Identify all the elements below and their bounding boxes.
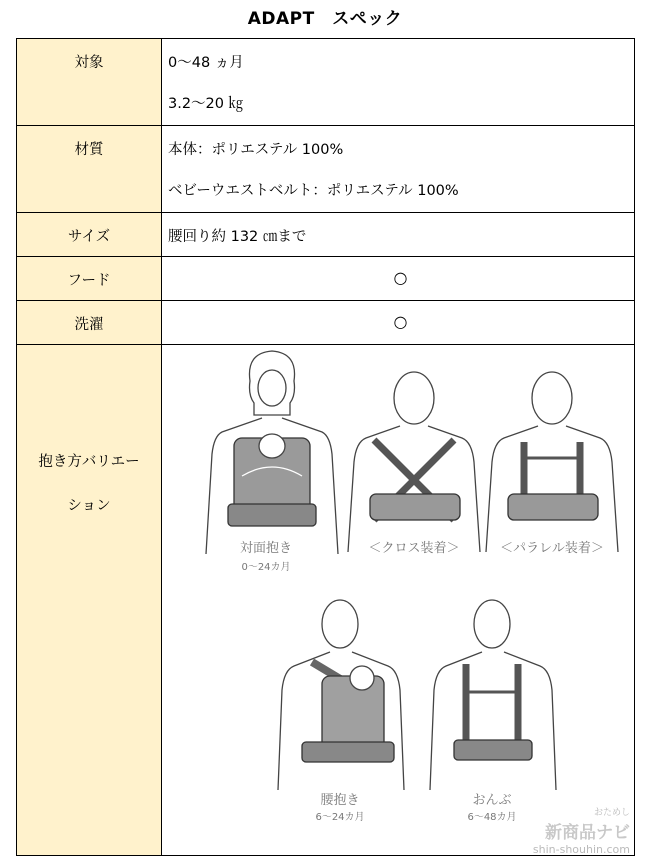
circle-mark: ○ bbox=[393, 268, 408, 287]
carry-illustrations-svg bbox=[162, 346, 638, 854]
row-label: 材質 bbox=[17, 126, 162, 213]
carry-illustrations bbox=[162, 345, 635, 856]
hip-carry-illustration bbox=[278, 600, 404, 790]
spec-table bbox=[16, 38, 635, 856]
row-label: 洗濯 bbox=[17, 301, 162, 345]
row-label: 抱き方バリエー ション bbox=[17, 345, 162, 856]
page-title: ADAPT スペック bbox=[247, 9, 403, 29]
caption-hip-carry-range: 6～24カ月 bbox=[315, 812, 365, 823]
table-row bbox=[17, 345, 635, 856]
row-label: 対象 bbox=[17, 39, 162, 126]
front-carry-illustration bbox=[206, 351, 338, 554]
age-range: 0～48 ヵ月 bbox=[168, 55, 244, 71]
row-value bbox=[162, 126, 635, 213]
table-row bbox=[17, 213, 635, 257]
cross-strap-illustration bbox=[348, 372, 480, 552]
caption-back-carry: おんぶ bbox=[472, 793, 512, 808]
circle-mark: ○ bbox=[393, 312, 408, 331]
caption-front-carry: 対面抱き bbox=[239, 541, 293, 556]
table-row bbox=[17, 126, 635, 213]
table-row bbox=[17, 301, 635, 345]
parallel-strap-illustration bbox=[486, 372, 618, 552]
row-value: 腰回り約 132 ㎝まで bbox=[162, 213, 635, 257]
table-row bbox=[17, 39, 635, 126]
row-label: フード bbox=[17, 257, 162, 301]
row-value bbox=[162, 257, 635, 301]
weight-range: 3.2～20 ㎏ bbox=[168, 96, 244, 112]
caption-parallel: ＜パラレル装着＞ bbox=[500, 541, 604, 556]
caption-front-carry-range: 0～24カ月 bbox=[241, 562, 291, 573]
caption-cross: ＜クロス装着＞ bbox=[368, 541, 460, 556]
row-value bbox=[162, 39, 635, 126]
row-value bbox=[162, 301, 635, 345]
table-row bbox=[17, 257, 635, 301]
back-carry-illustration bbox=[430, 600, 556, 790]
caption-back-carry-range: 6～48カ月 bbox=[467, 812, 517, 823]
watermark-logo: おためし 新商品ナビ shin-shouhin.com bbox=[532, 808, 630, 856]
caption-hip-carry: 腰抱き bbox=[320, 793, 360, 808]
material-body: 本体：ポリエステル 100% bbox=[168, 142, 344, 158]
material-belt: ベビーウエストベルト：ポリエステル 100% bbox=[168, 183, 459, 199]
row-label: サイズ bbox=[17, 213, 162, 257]
